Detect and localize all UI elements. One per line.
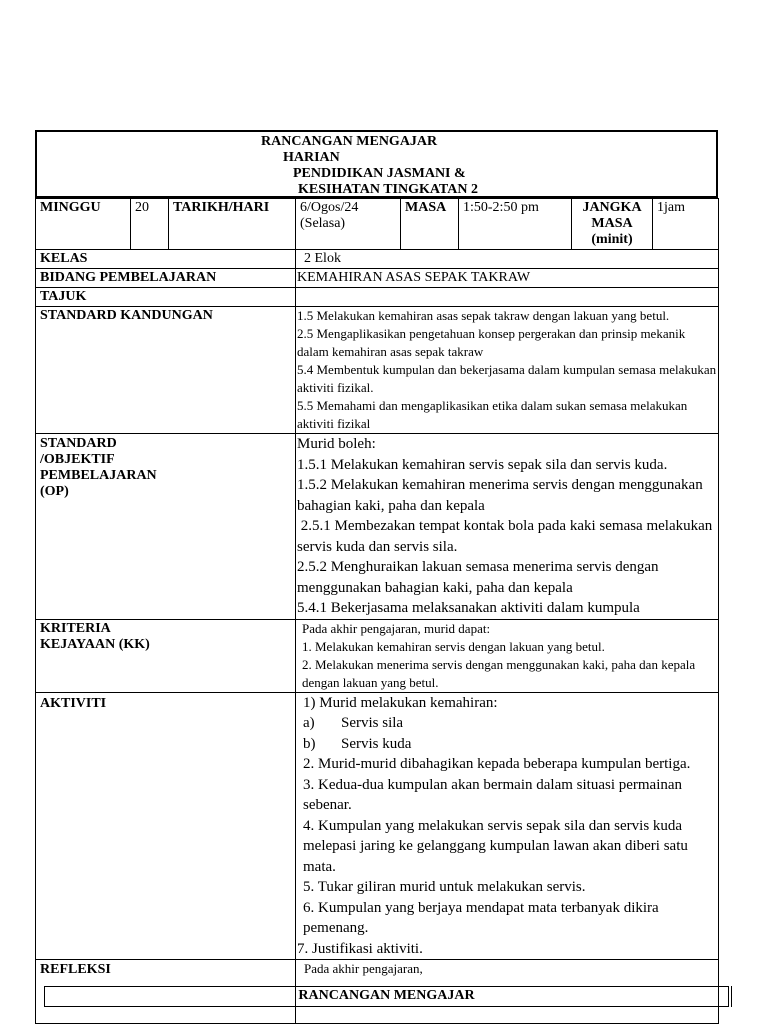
kk-item-3: 2. Melakukan menerima servis dengan menggunakan kaki, paha dan kepala dengan lakuan yang betul. (302, 656, 696, 690)
aktiviti-item-7: 7. Justifikasi aktiviti. (297, 940, 423, 957)
bidang-label: BIDANG PEMBELAJARAN (36, 269, 296, 288)
info-row (36, 199, 719, 250)
standard-kandungan-row (36, 307, 719, 434)
jangka-label-1: JANGKA (582, 200, 642, 215)
aktiviti-row (36, 692, 719, 960)
next-page-title: RANCANGAN MENGAJAR (298, 988, 475, 1003)
sub-a-marker: a) (303, 715, 315, 731)
op-label-4: (OP) (40, 484, 69, 499)
lesson-plan-table (35, 198, 719, 1024)
hari-value: (Selasa) (300, 216, 346, 231)
title-box (35, 130, 718, 198)
aktiviti-item-6: 6. Kumpulan yang berjaya mendapat mata terbanyak dikira pemenang. (303, 899, 659, 936)
title-line-4: KESIHATAN TINGKATAN 2 (298, 182, 478, 197)
minggu-value: 20 (131, 199, 169, 250)
aktiviti-item-5: 5. Tukar giliran murid untuk melakukan servis. (303, 879, 586, 895)
bidang-value: KEMAHIRAN ASAS SEPAK TAKRAW (296, 269, 719, 288)
aktiviti-intro: 1) Murid melakukan kemahiran: (303, 694, 498, 711)
op-label-1: STANDARD (40, 436, 117, 451)
aktiviti-item-4: 4. Kumpulan yang melakukan servis sepak sila dan servis kuda melepasi jaring ke gelanggang kumpulan lawan akan diberi satu mata. (303, 817, 688, 875)
sub-b-text: Servis kuda (341, 735, 412, 752)
op-item-5: 2.5.2 Menghuraikan lakuan semasa menerima servis dengan menggunakan bahagian kaki, paha dan kepala (297, 559, 663, 596)
standard-op-row (36, 434, 719, 620)
jangka-label-3: (minit) (591, 232, 633, 247)
tajuk-row (36, 288, 719, 307)
kelas-value: 2 Elok (296, 250, 719, 269)
kriteria-label-1: KRITERIA (40, 620, 111, 636)
sub-a-text: Servis sila (341, 715, 404, 731)
minggu-label: MINGGU (36, 199, 131, 250)
op-item-3: 1.5.2 Melakukan kemahiran menerima servis dengan menggunakan bahagian kaki, paha dan kepala (297, 477, 707, 514)
lesson-plan-sheet (35, 130, 718, 1024)
aktiviti-sub-b (297, 734, 717, 755)
kriteria-label-2: KEJAYAAN (KK) (40, 636, 150, 652)
kelas-label: KELAS (36, 250, 296, 269)
op-label-3: PEMBELAJARAN (40, 468, 157, 483)
next-page-header (44, 986, 729, 1007)
kriteria-label (36, 619, 296, 692)
jangka-label-2: MASA (591, 216, 633, 231)
kriteria-content (296, 619, 719, 692)
op-item-6: 5.4.1 Bekerjasama melaksanakan aktiviti dalam kumpula (297, 600, 640, 616)
standard-op-content (296, 434, 719, 620)
standard-op-label (36, 434, 296, 620)
op-item-4: 2.5.1 Membezakan tempat kontak bola pada kaki semasa melakukan servis kuda dan servis sila. (297, 518, 717, 555)
kk-item-2: 1. Melakukan kemahiran servis dengan lakuan yang betul. (302, 638, 605, 654)
aktiviti-item-2: 2. Murid-murid dibahagikan kepada beberapa kumpulan bertiga. (303, 756, 691, 772)
title-line-1: RANCANGAN MENGAJAR (261, 134, 438, 149)
bidang-row (36, 269, 719, 288)
masa-value: 1:50-2:50 pm (459, 199, 572, 250)
aktiviti-item-3: 3. Kedua-dua kumpulan akan bermain dalam situasi permainan sebenar. (303, 776, 683, 813)
masa-label: MASA (401, 199, 459, 250)
tajuk-value (296, 288, 719, 307)
aktiviti-sub-a (297, 713, 717, 734)
standard-kandungan-label: STANDARD KANDUNGAN (36, 307, 296, 434)
sk-item-1: 1.5 Melakukan kemahiran asas sepak takraw dengan lakuan yang betul. (297, 308, 670, 323)
title-line-3: PENDIDIKAN JASMANI & (293, 166, 466, 181)
op-label-2: /OBJEKTIF (40, 452, 115, 467)
sk-item-2: 2.5 Mengaplikasikan pengetahuan konsep pergerakan dan prinsip mekanik dalam kemahiran asas sepak takraw (297, 326, 686, 359)
sk-item-4: 5.5 Memahami dan mengaplikasikan etika dalam sukan semasa melakukan aktiviti fizikal (297, 398, 688, 431)
refleksi-value: Pada akhir pengajaran, (296, 960, 719, 1024)
jangka-masa-label (572, 199, 653, 250)
aktiviti-content (296, 692, 719, 960)
kriteria-row (36, 619, 719, 692)
tarikh-cell (296, 199, 401, 250)
op-item-1: Murid boleh: (297, 436, 376, 452)
refleksi-label: REFLEKSI (36, 960, 296, 1024)
sub-b-marker: b) (303, 735, 316, 752)
jangka-value: 1jam (653, 199, 719, 250)
tajuk-label: TAJUK (36, 288, 296, 307)
kk-item-1: Pada akhir pengajaran, murid dapat: (302, 620, 491, 636)
title-line-2: HARIAN (283, 150, 340, 165)
tarikh-label: TARIKH/HARI (169, 199, 296, 250)
kelas-row (36, 250, 719, 269)
standard-kandungan-content (296, 307, 719, 434)
op-item-2: 1.5.1 Melakukan kemahiran servis sepak sila dan servis kuda. (297, 456, 668, 473)
sk-item-3: 5.4 Membentuk kumpulan dan bekerjasama dalam kumpulan semasa melakukan aktiviti fizikal. (297, 362, 717, 395)
tarikh-value: 6/Ogos/24 (300, 200, 359, 215)
aktiviti-label: AKTIVITI (36, 692, 296, 960)
